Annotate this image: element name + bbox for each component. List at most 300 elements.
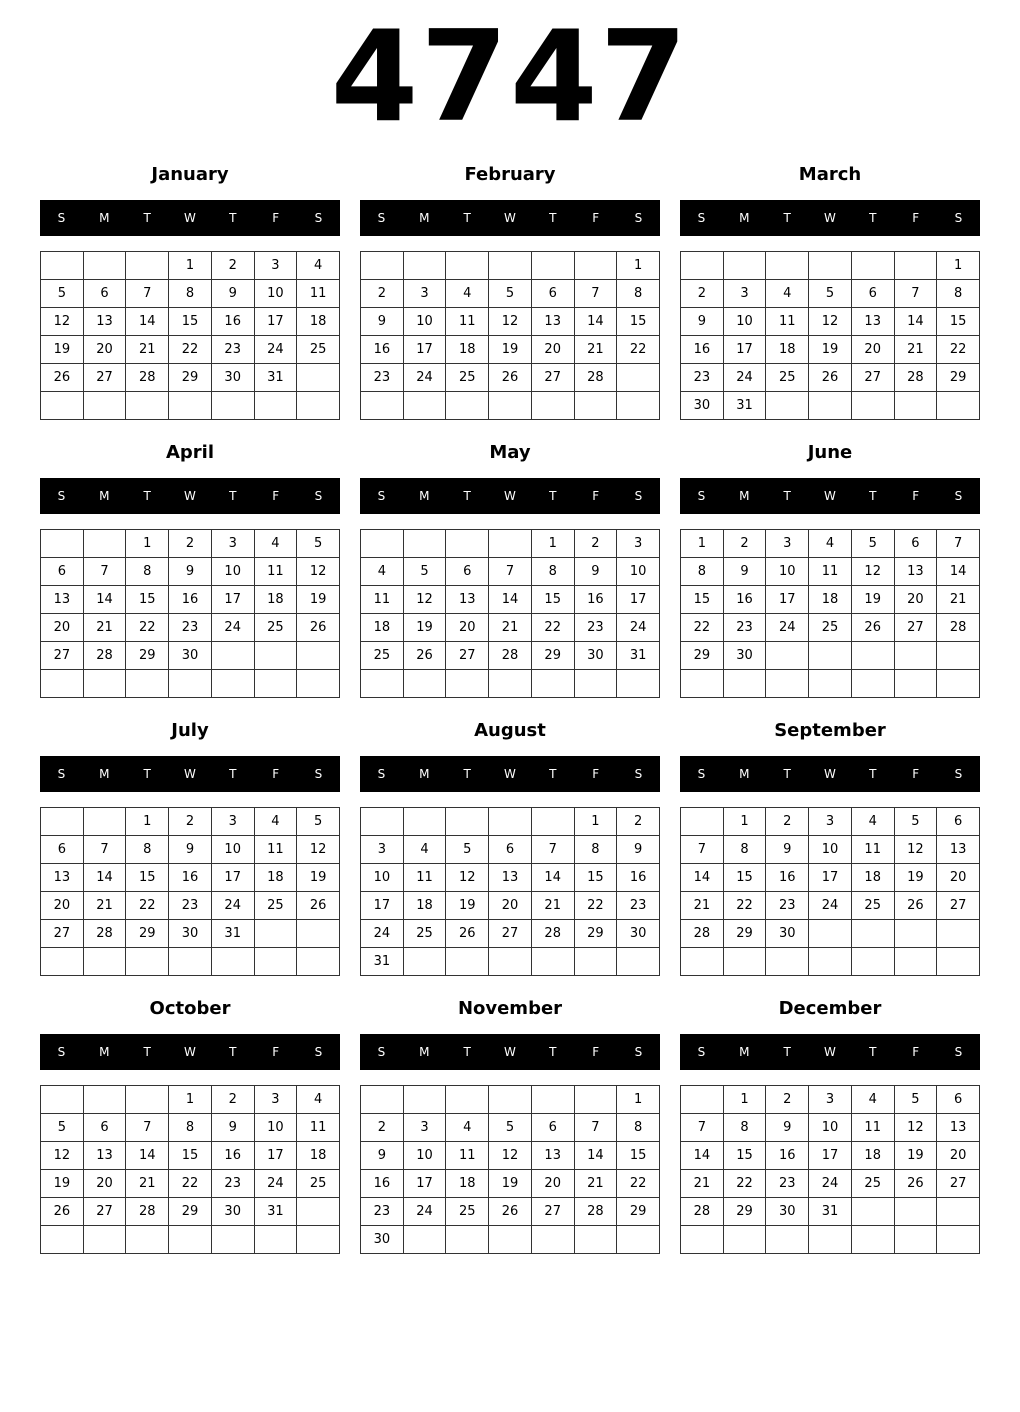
day-cell[interactable]: 15	[724, 864, 767, 892]
day-cell[interactable]: 4	[852, 808, 895, 836]
day-cell[interactable]: 2	[169, 530, 212, 558]
day-cell[interactable]: 7	[126, 1114, 169, 1142]
day-cell[interactable]: 27	[41, 642, 84, 670]
day-cell[interactable]: 14	[575, 308, 618, 336]
day-cell[interactable]: 24	[404, 364, 447, 392]
day-cell[interactable]: 12	[852, 558, 895, 586]
day-cell[interactable]: 18	[852, 1142, 895, 1170]
day-cell[interactable]: 9	[169, 836, 212, 864]
day-cell[interactable]: 5	[895, 808, 938, 836]
day-cell[interactable]: 29	[937, 364, 980, 392]
day-cell[interactable]: 9	[766, 1114, 809, 1142]
day-cell[interactable]: 23	[212, 1170, 255, 1198]
day-cell[interactable]: 15	[681, 586, 724, 614]
day-cell[interactable]: 25	[852, 892, 895, 920]
day-cell[interactable]: 7	[895, 280, 938, 308]
day-cell[interactable]: 13	[41, 586, 84, 614]
day-cell[interactable]: 4	[297, 1086, 340, 1114]
day-cell[interactable]: 28	[575, 1198, 618, 1226]
day-cell[interactable]: 6	[41, 836, 84, 864]
day-cell[interactable]: 31	[255, 1198, 298, 1226]
day-cell[interactable]: 22	[724, 1170, 767, 1198]
day-cell[interactable]: 30	[766, 920, 809, 948]
day-cell[interactable]: 9	[575, 558, 618, 586]
day-cell[interactable]: 4	[361, 558, 404, 586]
day-cell[interactable]: 25	[297, 336, 340, 364]
day-cell[interactable]: 30	[724, 642, 767, 670]
day-cell[interactable]: 11	[852, 836, 895, 864]
day-cell[interactable]: 26	[489, 364, 532, 392]
day-cell[interactable]: 31	[212, 920, 255, 948]
day-cell[interactable]: 20	[84, 1170, 127, 1198]
day-cell[interactable]: 27	[937, 1170, 980, 1198]
day-cell[interactable]: 10	[361, 864, 404, 892]
day-cell[interactable]: 22	[937, 336, 980, 364]
day-cell[interactable]: 26	[852, 614, 895, 642]
day-cell[interactable]: 17	[617, 586, 660, 614]
day-cell[interactable]: 22	[617, 336, 660, 364]
day-cell[interactable]: 27	[41, 920, 84, 948]
day-cell[interactable]: 10	[212, 558, 255, 586]
day-cell[interactable]: 15	[169, 1142, 212, 1170]
day-cell[interactable]: 13	[84, 308, 127, 336]
day-cell[interactable]: 22	[169, 1170, 212, 1198]
day-cell[interactable]: 27	[895, 614, 938, 642]
day-cell[interactable]: 2	[681, 280, 724, 308]
day-cell[interactable]: 29	[126, 920, 169, 948]
day-cell[interactable]: 3	[255, 252, 298, 280]
day-cell[interactable]: 21	[532, 892, 575, 920]
day-cell[interactable]: 25	[446, 1198, 489, 1226]
day-cell[interactable]: 7	[937, 530, 980, 558]
day-cell[interactable]: 16	[617, 864, 660, 892]
day-cell[interactable]: 17	[255, 1142, 298, 1170]
day-cell[interactable]: 23	[681, 364, 724, 392]
day-cell[interactable]: 19	[895, 864, 938, 892]
day-cell[interactable]: 1	[681, 530, 724, 558]
day-cell[interactable]: 21	[681, 1170, 724, 1198]
day-cell[interactable]: 19	[41, 336, 84, 364]
day-cell[interactable]: 9	[361, 308, 404, 336]
day-cell[interactable]: 24	[724, 364, 767, 392]
day-cell[interactable]: 23	[766, 1170, 809, 1198]
day-cell[interactable]: 23	[575, 614, 618, 642]
day-cell[interactable]: 28	[895, 364, 938, 392]
day-cell[interactable]: 15	[937, 308, 980, 336]
day-cell[interactable]: 20	[895, 586, 938, 614]
day-cell[interactable]: 8	[126, 558, 169, 586]
day-cell[interactable]: 16	[212, 1142, 255, 1170]
day-cell[interactable]: 26	[446, 920, 489, 948]
day-cell[interactable]: 1	[724, 1086, 767, 1114]
day-cell[interactable]: 15	[724, 1142, 767, 1170]
day-cell[interactable]: 1	[169, 1086, 212, 1114]
day-cell[interactable]: 1	[617, 252, 660, 280]
day-cell[interactable]: 24	[809, 1170, 852, 1198]
day-cell[interactable]: 23	[169, 892, 212, 920]
day-cell[interactable]: 3	[212, 530, 255, 558]
day-cell[interactable]: 23	[361, 1198, 404, 1226]
day-cell[interactable]: 24	[255, 336, 298, 364]
day-cell[interactable]: 30	[169, 920, 212, 948]
day-cell[interactable]: 24	[255, 1170, 298, 1198]
day-cell[interactable]: 1	[724, 808, 767, 836]
day-cell[interactable]: 18	[446, 336, 489, 364]
day-cell[interactable]: 20	[41, 614, 84, 642]
day-cell[interactable]: 4	[809, 530, 852, 558]
day-cell[interactable]: 2	[212, 252, 255, 280]
day-cell[interactable]: 8	[617, 280, 660, 308]
day-cell[interactable]: 20	[41, 892, 84, 920]
day-cell[interactable]: 10	[766, 558, 809, 586]
day-cell[interactable]: 29	[169, 1198, 212, 1226]
day-cell[interactable]: 26	[41, 364, 84, 392]
day-cell[interactable]: 18	[809, 586, 852, 614]
day-cell[interactable]: 19	[852, 586, 895, 614]
day-cell[interactable]: 19	[809, 336, 852, 364]
day-cell[interactable]: 10	[404, 308, 447, 336]
day-cell[interactable]: 11	[852, 1114, 895, 1142]
day-cell[interactable]: 15	[169, 308, 212, 336]
day-cell[interactable]: 5	[895, 1086, 938, 1114]
day-cell[interactable]: 5	[852, 530, 895, 558]
day-cell[interactable]: 27	[446, 642, 489, 670]
day-cell[interactable]: 19	[404, 614, 447, 642]
day-cell[interactable]: 4	[766, 280, 809, 308]
day-cell[interactable]: 3	[404, 1114, 447, 1142]
day-cell[interactable]: 26	[297, 892, 340, 920]
day-cell[interactable]: 2	[617, 808, 660, 836]
day-cell[interactable]: 15	[532, 586, 575, 614]
day-cell[interactable]: 10	[212, 836, 255, 864]
day-cell[interactable]: 21	[937, 586, 980, 614]
day-cell[interactable]: 22	[169, 336, 212, 364]
day-cell[interactable]: 16	[361, 1170, 404, 1198]
day-cell[interactable]: 30	[212, 1198, 255, 1226]
day-cell[interactable]: 6	[84, 280, 127, 308]
day-cell[interactable]: 30	[617, 920, 660, 948]
day-cell[interactable]: 24	[766, 614, 809, 642]
day-cell[interactable]: 3	[809, 808, 852, 836]
day-cell[interactable]: 3	[766, 530, 809, 558]
day-cell[interactable]: 14	[937, 558, 980, 586]
day-cell[interactable]: 26	[41, 1198, 84, 1226]
day-cell[interactable]: 20	[937, 864, 980, 892]
day-cell[interactable]: 29	[575, 920, 618, 948]
day-cell[interactable]: 23	[617, 892, 660, 920]
day-cell[interactable]: 9	[724, 558, 767, 586]
day-cell[interactable]: 12	[297, 836, 340, 864]
day-cell[interactable]: 13	[84, 1142, 127, 1170]
day-cell[interactable]: 13	[937, 836, 980, 864]
day-cell[interactable]: 19	[297, 586, 340, 614]
day-cell[interactable]: 6	[937, 808, 980, 836]
day-cell[interactable]: 13	[446, 586, 489, 614]
day-cell[interactable]: 10	[255, 1114, 298, 1142]
day-cell[interactable]: 28	[575, 364, 618, 392]
day-cell[interactable]: 9	[361, 1142, 404, 1170]
day-cell[interactable]: 14	[84, 864, 127, 892]
day-cell[interactable]: 13	[852, 308, 895, 336]
day-cell[interactable]: 2	[212, 1086, 255, 1114]
day-cell[interactable]: 26	[489, 1198, 532, 1226]
day-cell[interactable]: 30	[681, 392, 724, 420]
day-cell[interactable]: 6	[937, 1086, 980, 1114]
day-cell[interactable]: 14	[681, 1142, 724, 1170]
day-cell[interactable]: 24	[404, 1198, 447, 1226]
day-cell[interactable]: 18	[766, 336, 809, 364]
day-cell[interactable]: 16	[575, 586, 618, 614]
day-cell[interactable]: 5	[41, 1114, 84, 1142]
day-cell[interactable]: 21	[575, 1170, 618, 1198]
day-cell[interactable]: 5	[41, 280, 84, 308]
day-cell[interactable]: 25	[446, 364, 489, 392]
day-cell[interactable]: 17	[724, 336, 767, 364]
day-cell[interactable]: 4	[297, 252, 340, 280]
day-cell[interactable]: 14	[126, 308, 169, 336]
day-cell[interactable]: 6	[41, 558, 84, 586]
day-cell[interactable]: 14	[575, 1142, 618, 1170]
day-cell[interactable]: 25	[361, 642, 404, 670]
day-cell[interactable]: 8	[169, 1114, 212, 1142]
day-cell[interactable]: 4	[446, 1114, 489, 1142]
day-cell[interactable]: 4	[852, 1086, 895, 1114]
day-cell[interactable]: 17	[809, 1142, 852, 1170]
day-cell[interactable]: 17	[255, 308, 298, 336]
day-cell[interactable]: 6	[446, 558, 489, 586]
day-cell[interactable]: 18	[852, 864, 895, 892]
day-cell[interactable]: 11	[446, 308, 489, 336]
day-cell[interactable]: 23	[766, 892, 809, 920]
day-cell[interactable]: 31	[809, 1198, 852, 1226]
day-cell[interactable]: 8	[937, 280, 980, 308]
day-cell[interactable]: 21	[126, 1170, 169, 1198]
day-cell[interactable]: 7	[84, 558, 127, 586]
day-cell[interactable]: 6	[895, 530, 938, 558]
day-cell[interactable]: 20	[532, 336, 575, 364]
day-cell[interactable]: 12	[489, 1142, 532, 1170]
day-cell[interactable]: 31	[724, 392, 767, 420]
day-cell[interactable]: 12	[446, 864, 489, 892]
day-cell[interactable]: 9	[617, 836, 660, 864]
day-cell[interactable]: 4	[255, 808, 298, 836]
day-cell[interactable]: 24	[212, 892, 255, 920]
day-cell[interactable]: 12	[41, 308, 84, 336]
day-cell[interactable]: 25	[766, 364, 809, 392]
day-cell[interactable]: 11	[255, 558, 298, 586]
day-cell[interactable]: 16	[169, 586, 212, 614]
day-cell[interactable]: 10	[809, 836, 852, 864]
day-cell[interactable]: 12	[297, 558, 340, 586]
day-cell[interactable]: 8	[575, 836, 618, 864]
day-cell[interactable]: 22	[681, 614, 724, 642]
day-cell[interactable]: 25	[297, 1170, 340, 1198]
day-cell[interactable]: 2	[575, 530, 618, 558]
day-cell[interactable]: 19	[895, 1142, 938, 1170]
day-cell[interactable]: 28	[126, 364, 169, 392]
day-cell[interactable]: 7	[126, 280, 169, 308]
day-cell[interactable]: 5	[446, 836, 489, 864]
day-cell[interactable]: 17	[404, 336, 447, 364]
day-cell[interactable]: 9	[766, 836, 809, 864]
day-cell[interactable]: 21	[84, 892, 127, 920]
day-cell[interactable]: 22	[126, 892, 169, 920]
day-cell[interactable]: 8	[681, 558, 724, 586]
day-cell[interactable]: 19	[489, 336, 532, 364]
day-cell[interactable]: 30	[361, 1226, 404, 1254]
day-cell[interactable]: 17	[404, 1170, 447, 1198]
day-cell[interactable]: 7	[575, 280, 618, 308]
day-cell[interactable]: 3	[255, 1086, 298, 1114]
day-cell[interactable]: 21	[895, 336, 938, 364]
day-cell[interactable]: 2	[169, 808, 212, 836]
day-cell[interactable]: 28	[681, 920, 724, 948]
day-cell[interactable]: 16	[169, 864, 212, 892]
day-cell[interactable]: 9	[681, 308, 724, 336]
day-cell[interactable]: 20	[852, 336, 895, 364]
day-cell[interactable]: 1	[169, 252, 212, 280]
day-cell[interactable]: 22	[532, 614, 575, 642]
day-cell[interactable]: 5	[404, 558, 447, 586]
day-cell[interactable]: 30	[575, 642, 618, 670]
day-cell[interactable]: 20	[446, 614, 489, 642]
day-cell[interactable]: 3	[361, 836, 404, 864]
day-cell[interactable]: 6	[532, 280, 575, 308]
day-cell[interactable]: 10	[724, 308, 767, 336]
day-cell[interactable]: 3	[404, 280, 447, 308]
day-cell[interactable]: 24	[212, 614, 255, 642]
day-cell[interactable]: 1	[937, 252, 980, 280]
day-cell[interactable]: 15	[575, 864, 618, 892]
day-cell[interactable]: 20	[84, 336, 127, 364]
day-cell[interactable]: 27	[532, 364, 575, 392]
day-cell[interactable]: 13	[489, 864, 532, 892]
day-cell[interactable]: 1	[126, 530, 169, 558]
day-cell[interactable]: 29	[126, 642, 169, 670]
day-cell[interactable]: 3	[617, 530, 660, 558]
day-cell[interactable]: 8	[724, 836, 767, 864]
day-cell[interactable]: 5	[489, 1114, 532, 1142]
day-cell[interactable]: 16	[361, 336, 404, 364]
day-cell[interactable]: 6	[852, 280, 895, 308]
day-cell[interactable]: 2	[766, 1086, 809, 1114]
day-cell[interactable]: 11	[809, 558, 852, 586]
day-cell[interactable]: 17	[212, 864, 255, 892]
day-cell[interactable]: 25	[255, 614, 298, 642]
day-cell[interactable]: 28	[937, 614, 980, 642]
day-cell[interactable]: 12	[41, 1142, 84, 1170]
day-cell[interactable]: 11	[766, 308, 809, 336]
day-cell[interactable]: 2	[724, 530, 767, 558]
day-cell[interactable]: 22	[724, 892, 767, 920]
day-cell[interactable]: 20	[937, 1142, 980, 1170]
day-cell[interactable]: 29	[724, 920, 767, 948]
day-cell[interactable]: 11	[255, 836, 298, 864]
day-cell[interactable]: 29	[617, 1198, 660, 1226]
day-cell[interactable]: 20	[489, 892, 532, 920]
day-cell[interactable]: 7	[489, 558, 532, 586]
day-cell[interactable]: 28	[84, 642, 127, 670]
day-cell[interactable]: 7	[532, 836, 575, 864]
day-cell[interactable]: 31	[361, 948, 404, 976]
day-cell[interactable]: 1	[617, 1086, 660, 1114]
day-cell[interactable]: 21	[84, 614, 127, 642]
day-cell[interactable]: 24	[617, 614, 660, 642]
day-cell[interactable]: 5	[809, 280, 852, 308]
day-cell[interactable]: 18	[404, 892, 447, 920]
day-cell[interactable]: 11	[446, 1142, 489, 1170]
day-cell[interactable]: 12	[895, 1114, 938, 1142]
day-cell[interactable]: 2	[361, 1114, 404, 1142]
day-cell[interactable]: 27	[84, 1198, 127, 1226]
day-cell[interactable]: 11	[297, 280, 340, 308]
day-cell[interactable]: 16	[212, 308, 255, 336]
day-cell[interactable]: 18	[446, 1170, 489, 1198]
day-cell[interactable]: 27	[532, 1198, 575, 1226]
day-cell[interactable]: 12	[809, 308, 852, 336]
day-cell[interactable]: 23	[169, 614, 212, 642]
day-cell[interactable]: 7	[681, 836, 724, 864]
day-cell[interactable]: 9	[169, 558, 212, 586]
day-cell[interactable]: 21	[681, 892, 724, 920]
day-cell[interactable]: 12	[404, 586, 447, 614]
day-cell[interactable]: 29	[724, 1198, 767, 1226]
day-cell[interactable]: 17	[212, 586, 255, 614]
day-cell[interactable]: 16	[766, 864, 809, 892]
day-cell[interactable]: 17	[766, 586, 809, 614]
day-cell[interactable]: 14	[489, 586, 532, 614]
day-cell[interactable]: 3	[724, 280, 767, 308]
day-cell[interactable]: 6	[489, 836, 532, 864]
day-cell[interactable]: 19	[489, 1170, 532, 1198]
day-cell[interactable]: 15	[126, 586, 169, 614]
day-cell[interactable]: 3	[212, 808, 255, 836]
day-cell[interactable]: 30	[766, 1198, 809, 1226]
day-cell[interactable]: 10	[617, 558, 660, 586]
day-cell[interactable]: 19	[297, 864, 340, 892]
day-cell[interactable]: 18	[255, 586, 298, 614]
day-cell[interactable]: 27	[84, 364, 127, 392]
day-cell[interactable]: 8	[169, 280, 212, 308]
day-cell[interactable]: 16	[766, 1142, 809, 1170]
day-cell[interactable]: 29	[169, 364, 212, 392]
day-cell[interactable]: 14	[126, 1142, 169, 1170]
day-cell[interactable]: 28	[681, 1198, 724, 1226]
day-cell[interactable]: 13	[532, 308, 575, 336]
day-cell[interactable]: 2	[361, 280, 404, 308]
day-cell[interactable]: 22	[617, 1170, 660, 1198]
day-cell[interactable]: 19	[41, 1170, 84, 1198]
day-cell[interactable]: 25	[404, 920, 447, 948]
day-cell[interactable]: 21	[126, 336, 169, 364]
day-cell[interactable]: 8	[617, 1114, 660, 1142]
day-cell[interactable]: 21	[575, 336, 618, 364]
day-cell[interactable]: 7	[681, 1114, 724, 1142]
day-cell[interactable]: 20	[532, 1170, 575, 1198]
day-cell[interactable]: 22	[575, 892, 618, 920]
day-cell[interactable]: 14	[532, 864, 575, 892]
day-cell[interactable]: 27	[937, 892, 980, 920]
day-cell[interactable]: 4	[255, 530, 298, 558]
day-cell[interactable]: 30	[212, 364, 255, 392]
day-cell[interactable]: 12	[895, 836, 938, 864]
day-cell[interactable]: 26	[404, 642, 447, 670]
day-cell[interactable]: 15	[617, 308, 660, 336]
day-cell[interactable]: 29	[532, 642, 575, 670]
day-cell[interactable]: 31	[617, 642, 660, 670]
day-cell[interactable]: 2	[766, 808, 809, 836]
day-cell[interactable]: 14	[895, 308, 938, 336]
